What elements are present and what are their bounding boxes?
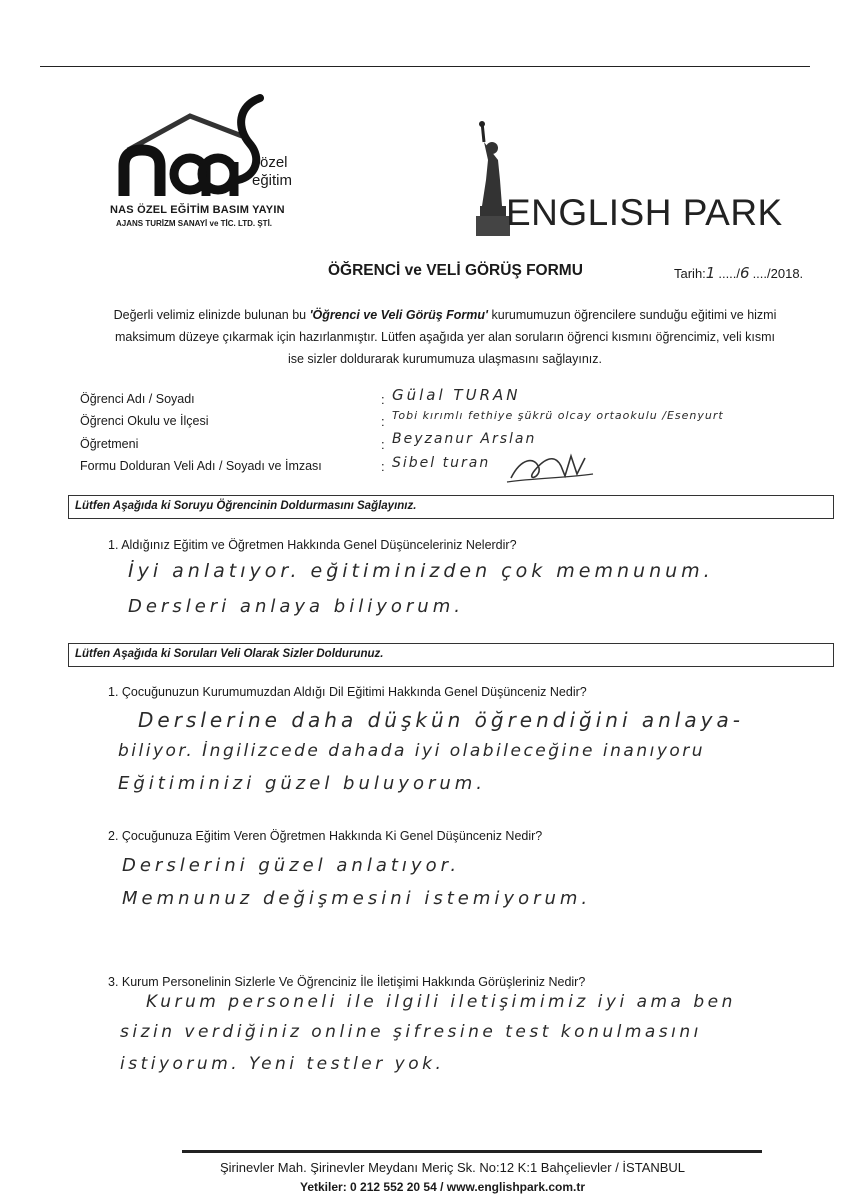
parent-question-3: 3. Kurum Personelinin Sizlerle Ve Öğrenciniz İle İletişimi Hakkında Görüşleriniz Nedir? — [108, 975, 586, 989]
field-label-student-name: Öğrenci Adı / Soyadı — [80, 392, 195, 406]
field-label-school: Öğrenci Okulu ve İlçesi — [80, 414, 209, 428]
intro-line-1a: Değerli velimiz elinizde bulunan bu — [113, 308, 310, 322]
student-answer-1-line-2: Dersleri anlaya biliyorum. — [128, 596, 464, 617]
date-month: 6 — [740, 264, 753, 282]
parent-answer-3-line-2: sizin verdiğiniz online şifresine test konulmasını — [120, 1022, 702, 1042]
field-colon: : — [381, 459, 385, 474]
date-label: Tarih: — [674, 266, 706, 281]
student-section-heading: Lütfen Aşağıda ki Soruyu Öğrencinin Doldurmasını Sağlayınız. — [75, 500, 417, 512]
nas-egitim-text: eğitim — [252, 172, 293, 189]
student-question-1: 1. Aldığınız Eğitim ve Öğretmen Hakkında Genel Düşünceleriniz Nelerdir? — [108, 538, 517, 552]
nas-company-line1: NAS ÖZEL EĞİTİM BASIM YAYIN — [110, 204, 285, 216]
parent-question-2: 2. Çocuğunuza Eğitim Veren Öğretmen Hakkında Ki Genel Düşünceniz Nedir? — [108, 829, 543, 843]
field-colon: : — [381, 414, 385, 429]
nas-logo — [110, 92, 310, 232]
parent-answer-1-line-2: biliyor. İngilizcede dahada iyi olabileceğine inanıyoru — [118, 741, 706, 761]
intro-paragraph — [50, 304, 840, 370]
parent-answer-3-line-1: Kurum personeli ile ilgili iletişimimiz iyi ama ben — [146, 992, 736, 1012]
field-label-parent: Formu Dolduran Veli Adı / Soyadı ve İmzası — [80, 459, 322, 473]
parent-answer-1-line-1: Derslerine daha düşkün öğrendiğini anlaya- — [138, 708, 744, 732]
field-value-teacher: Beyzanur Arslan — [392, 431, 537, 447]
intro-form-name: 'Öğrenci ve Veli Görüş Formu' — [309, 308, 489, 322]
date-sep1: ...../ — [718, 266, 741, 281]
field-colon: : — [381, 392, 385, 407]
intro-line-1 — [50, 304, 840, 326]
parent-section-heading-box — [68, 643, 834, 667]
student-section-heading-box — [68, 495, 834, 519]
form-title: ÖĞRENCİ ve VELİ GÖRÜŞ FORMU — [328, 262, 583, 279]
parent-answer-2-line-1: Derslerini güzel anlatıyor. — [122, 855, 461, 876]
nas-ozel-text: özel — [260, 154, 288, 171]
parent-signature-icon — [505, 448, 595, 488]
parent-answer-1-line-3: Eğitiminizi güzel buluyorum. — [118, 773, 487, 794]
parent-answer-2-line-2: Memnunuz değişmesini istemiyorum. — [122, 888, 592, 909]
field-colon: : — [381, 437, 385, 452]
field-value-student-name: Gülal TURAN — [392, 386, 521, 404]
date-sep2: ..../ — [752, 266, 771, 281]
intro-line-2: maksimum düzeye çıkarmak için hazırlanmıştır. Lütfen aşağıda yer alan soruların öğrenci kısmını öğrencimiz, veli kısmı — [115, 330, 775, 344]
intro-line-3: ise sizler doldurarak kurumumuza ulaşmasını sağlayınız. — [287, 352, 603, 366]
english-park-logo — [470, 120, 810, 240]
field-value-school: Tobi kırımlı fethiye şükrü olcay ortaokulu /Esenyurt — [392, 409, 724, 422]
date-day: 1 — [705, 264, 719, 282]
top-rule — [40, 66, 810, 67]
parent-answer-3-line-3: istiyorum. Yeni testler yok. — [120, 1054, 445, 1074]
form-date — [674, 264, 803, 282]
english-park-wordmark: ENGLISH PARK — [506, 192, 783, 233]
footer-address: Şirinevler Mah. Şirinevler Meydanı Meriç Sk. No:12 K:1 Bahçelievler / İSTANBUL — [220, 1160, 686, 1175]
footer-rule — [182, 1150, 762, 1153]
parent-question-1: 1. Çocuğunuzun Kurumumuzdan Aldığı Dil Eğitimi Hakkında Genel Düşünceniz Nedir? — [108, 685, 587, 699]
nas-company-line2: AJANS TURİZM SANAYİ ve TİC. LTD. ŞTİ. — [116, 219, 273, 228]
field-label-teacher: Öğretmeni — [80, 437, 139, 451]
student-answer-1-line-1: İyi anlatıyor. eğitiminizden çok memnunum. — [128, 560, 714, 582]
intro-line-1c: kurumumuzun öğrencilere sunduğu eğitimi ve hizmi — [488, 308, 777, 322]
parent-section-heading: Lütfen Aşağıda ki Soruları Veli Olarak Sizler Doldurunuz. — [75, 648, 384, 660]
date-year: 2018. — [770, 266, 804, 281]
field-value-parent: Sibel turan — [392, 455, 491, 471]
footer-contact: Yetkiler: 0 212 552 20 54 / www.englishpark.com.tr — [300, 1180, 586, 1194]
